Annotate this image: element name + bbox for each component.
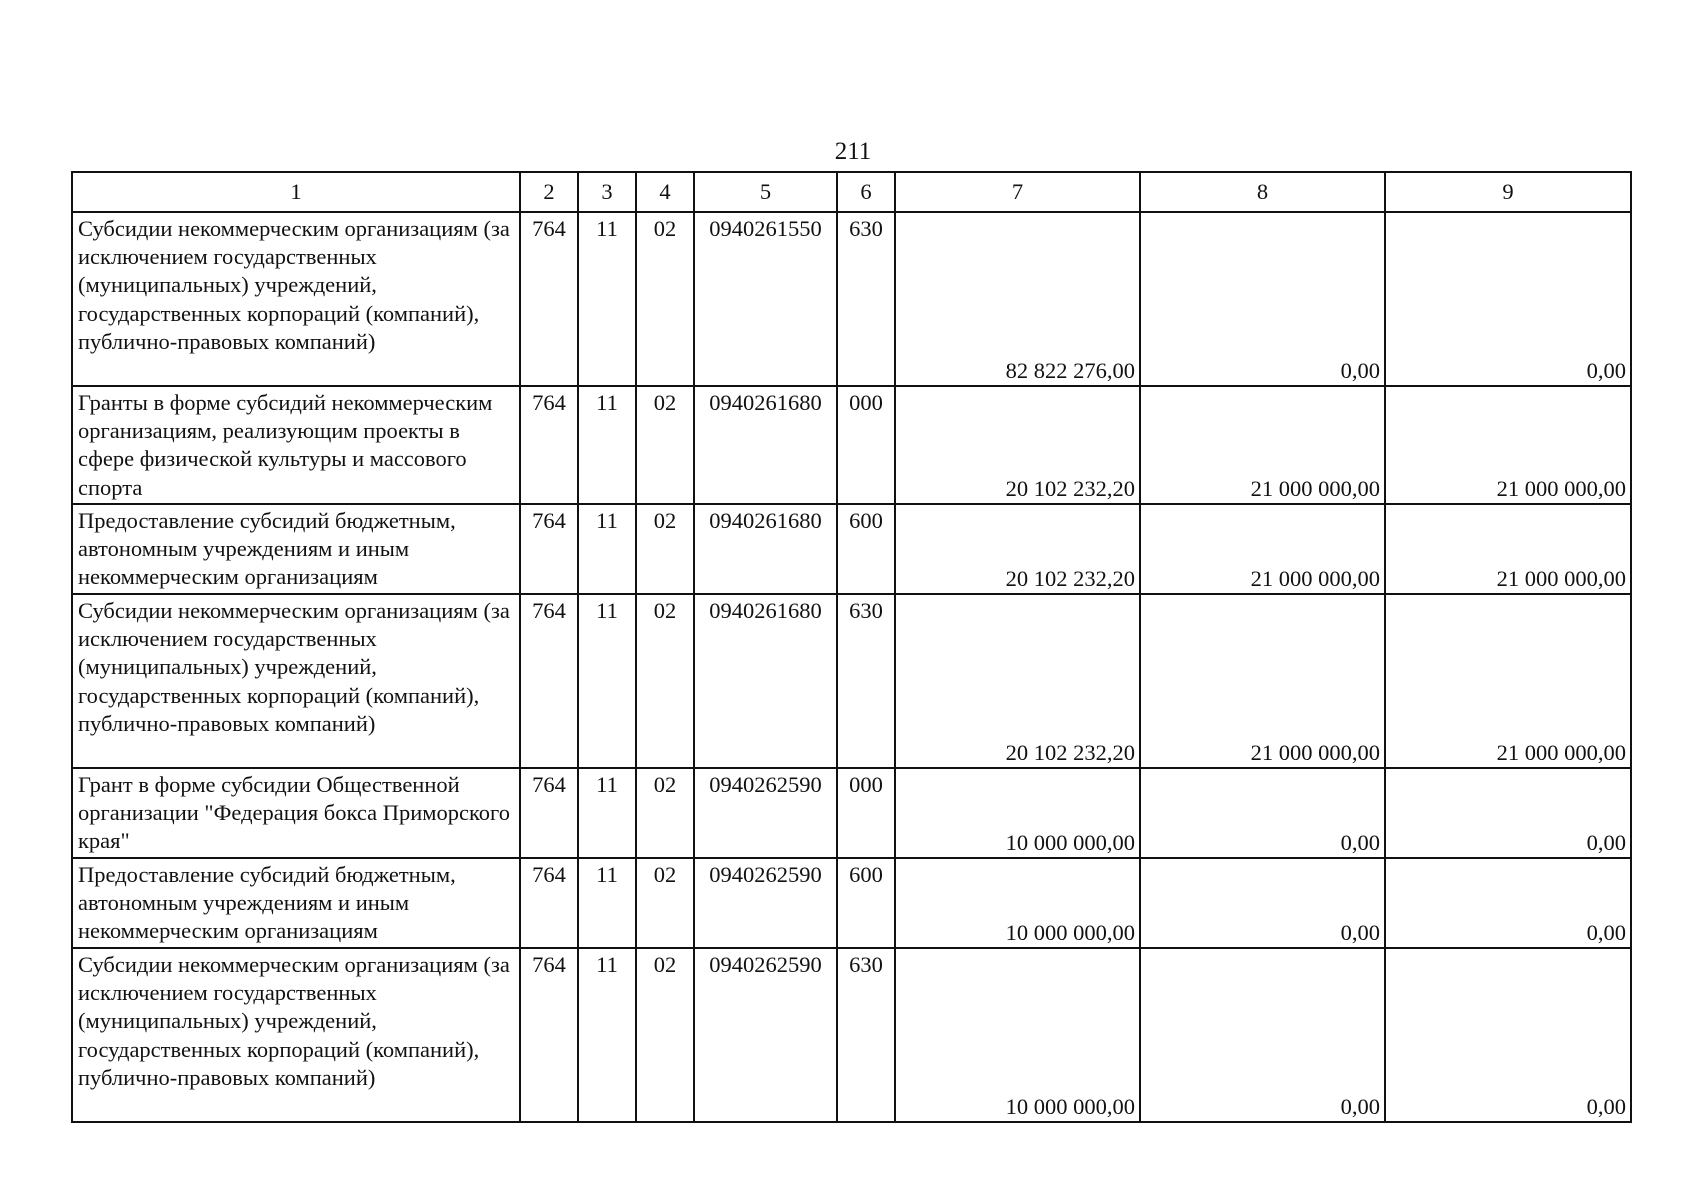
amount-col-7: 10 000 000,00: [895, 948, 1140, 1122]
expense-type-code: 630: [837, 594, 895, 768]
table-row: [72, 212, 1631, 386]
table-row: [72, 768, 1631, 858]
amount-col-7: 10 000 000,00: [895, 768, 1140, 858]
amount-col-8: 21 000 000,00: [1140, 594, 1385, 768]
header-cell: 8: [1140, 172, 1385, 212]
row-name: Гранты в форме субсидий некоммерческим организациям, реализующим проекты в сфере физической культуры и массового спорта: [72, 386, 520, 504]
amount-col-7: 10 000 000,00: [895, 858, 1140, 948]
amount-col-9: 21 000 000,00: [1385, 504, 1631, 594]
header-cell: 3: [578, 172, 636, 212]
amount-col-8: 0,00: [1140, 948, 1385, 1122]
row-name: Грант в форме субсидии Общественной организации "Федерация бокса Приморского края": [72, 768, 520, 858]
table-header-row: [72, 172, 1631, 212]
row-name: Предоставление субсидий бюджетным, автономным учреждениям и иным некоммерческим организациям: [72, 858, 520, 948]
header-cell: 7: [895, 172, 1140, 212]
expense-type-code: 630: [837, 212, 895, 386]
subsection-code: 02: [636, 948, 694, 1122]
subsection-code: 02: [636, 212, 694, 386]
amount-col-8: 21 000 000,00: [1140, 386, 1385, 504]
subsection-code: 02: [636, 386, 694, 504]
row-name: Субсидии некоммерческим организациям (за исключением государственных (муниципальных) учреждений, государственных корпораций (компаний), публично-правовых компаний): [72, 948, 520, 1122]
amount-col-7: 20 102 232,20: [895, 386, 1140, 504]
amount-col-7: 82 822 276,00: [895, 212, 1140, 386]
section-code: 11: [578, 594, 636, 768]
amount-col-9: 0,00: [1385, 858, 1631, 948]
expense-type-code: 000: [837, 768, 895, 858]
row-name: Предоставление субсидий бюджетным, автономным учреждениям и иным некоммерческим организациям: [72, 504, 520, 594]
section-code: 11: [578, 386, 636, 504]
target-article-code: 0940261680: [694, 504, 837, 594]
row-name: Субсидии некоммерческим организациям (за исключением государственных (муниципальных) учреждений, государственных корпораций (компаний), публично-правовых компаний): [72, 212, 520, 386]
subsection-code: 02: [636, 504, 694, 594]
header-cell: 6: [837, 172, 895, 212]
header-cell: 1: [72, 172, 520, 212]
section-code: 11: [578, 768, 636, 858]
subsection-code: 02: [636, 594, 694, 768]
header-cell: 4: [636, 172, 694, 212]
header-cell: 2: [520, 172, 578, 212]
ministry-code: 764: [520, 504, 578, 594]
row-name: Субсидии некоммерческим организациям (за исключением государственных (муниципальных) учреждений, государственных корпораций (компаний), публично-правовых компаний): [72, 594, 520, 768]
expense-type-code: 600: [837, 858, 895, 948]
table-row: [72, 386, 1631, 504]
section-code: 11: [578, 504, 636, 594]
amount-col-9: 21 000 000,00: [1385, 594, 1631, 768]
amount-col-9: 0,00: [1385, 768, 1631, 858]
target-article-code: 0940262590: [694, 768, 837, 858]
amount-col-8: 21 000 000,00: [1140, 504, 1385, 594]
target-article-code: 0940262590: [694, 858, 837, 948]
ministry-code: 764: [520, 212, 578, 386]
ministry-code: 764: [520, 386, 578, 504]
table-row: [72, 948, 1631, 1122]
expense-type-code: 600: [837, 504, 895, 594]
amount-col-7: 20 102 232,20: [895, 504, 1140, 594]
section-code: 11: [578, 212, 636, 386]
table-row: [72, 858, 1631, 948]
header-cell: 9: [1385, 172, 1631, 212]
amount-col-8: 0,00: [1140, 768, 1385, 858]
target-article-code: 0940261680: [694, 594, 837, 768]
section-code: 11: [578, 948, 636, 1122]
amount-col-9: 0,00: [1385, 948, 1631, 1122]
target-article-code: 0940261680: [694, 386, 837, 504]
amount-col-8: 0,00: [1140, 858, 1385, 948]
budget-table: [71, 171, 1632, 1123]
ministry-code: 764: [520, 594, 578, 768]
target-article-code: 0940261550: [694, 212, 837, 386]
ministry-code: 764: [520, 948, 578, 1122]
target-article-code: 0940262590: [694, 948, 837, 1122]
amount-col-9: 21 000 000,00: [1385, 386, 1631, 504]
ministry-code: 764: [520, 768, 578, 858]
page-number: 211: [834, 138, 872, 165]
expense-type-code: 630: [837, 948, 895, 1122]
subsection-code: 02: [636, 768, 694, 858]
table-row: [72, 504, 1631, 594]
amount-col-8: 0,00: [1140, 212, 1385, 386]
table-row: [72, 594, 1631, 768]
amount-col-7: 20 102 232,20: [895, 594, 1140, 768]
subsection-code: 02: [636, 858, 694, 948]
expense-type-code: 000: [837, 386, 895, 504]
amount-col-9: 0,00: [1385, 212, 1631, 386]
ministry-code: 764: [520, 858, 578, 948]
header-cell: 5: [694, 172, 837, 212]
section-code: 11: [578, 858, 636, 948]
